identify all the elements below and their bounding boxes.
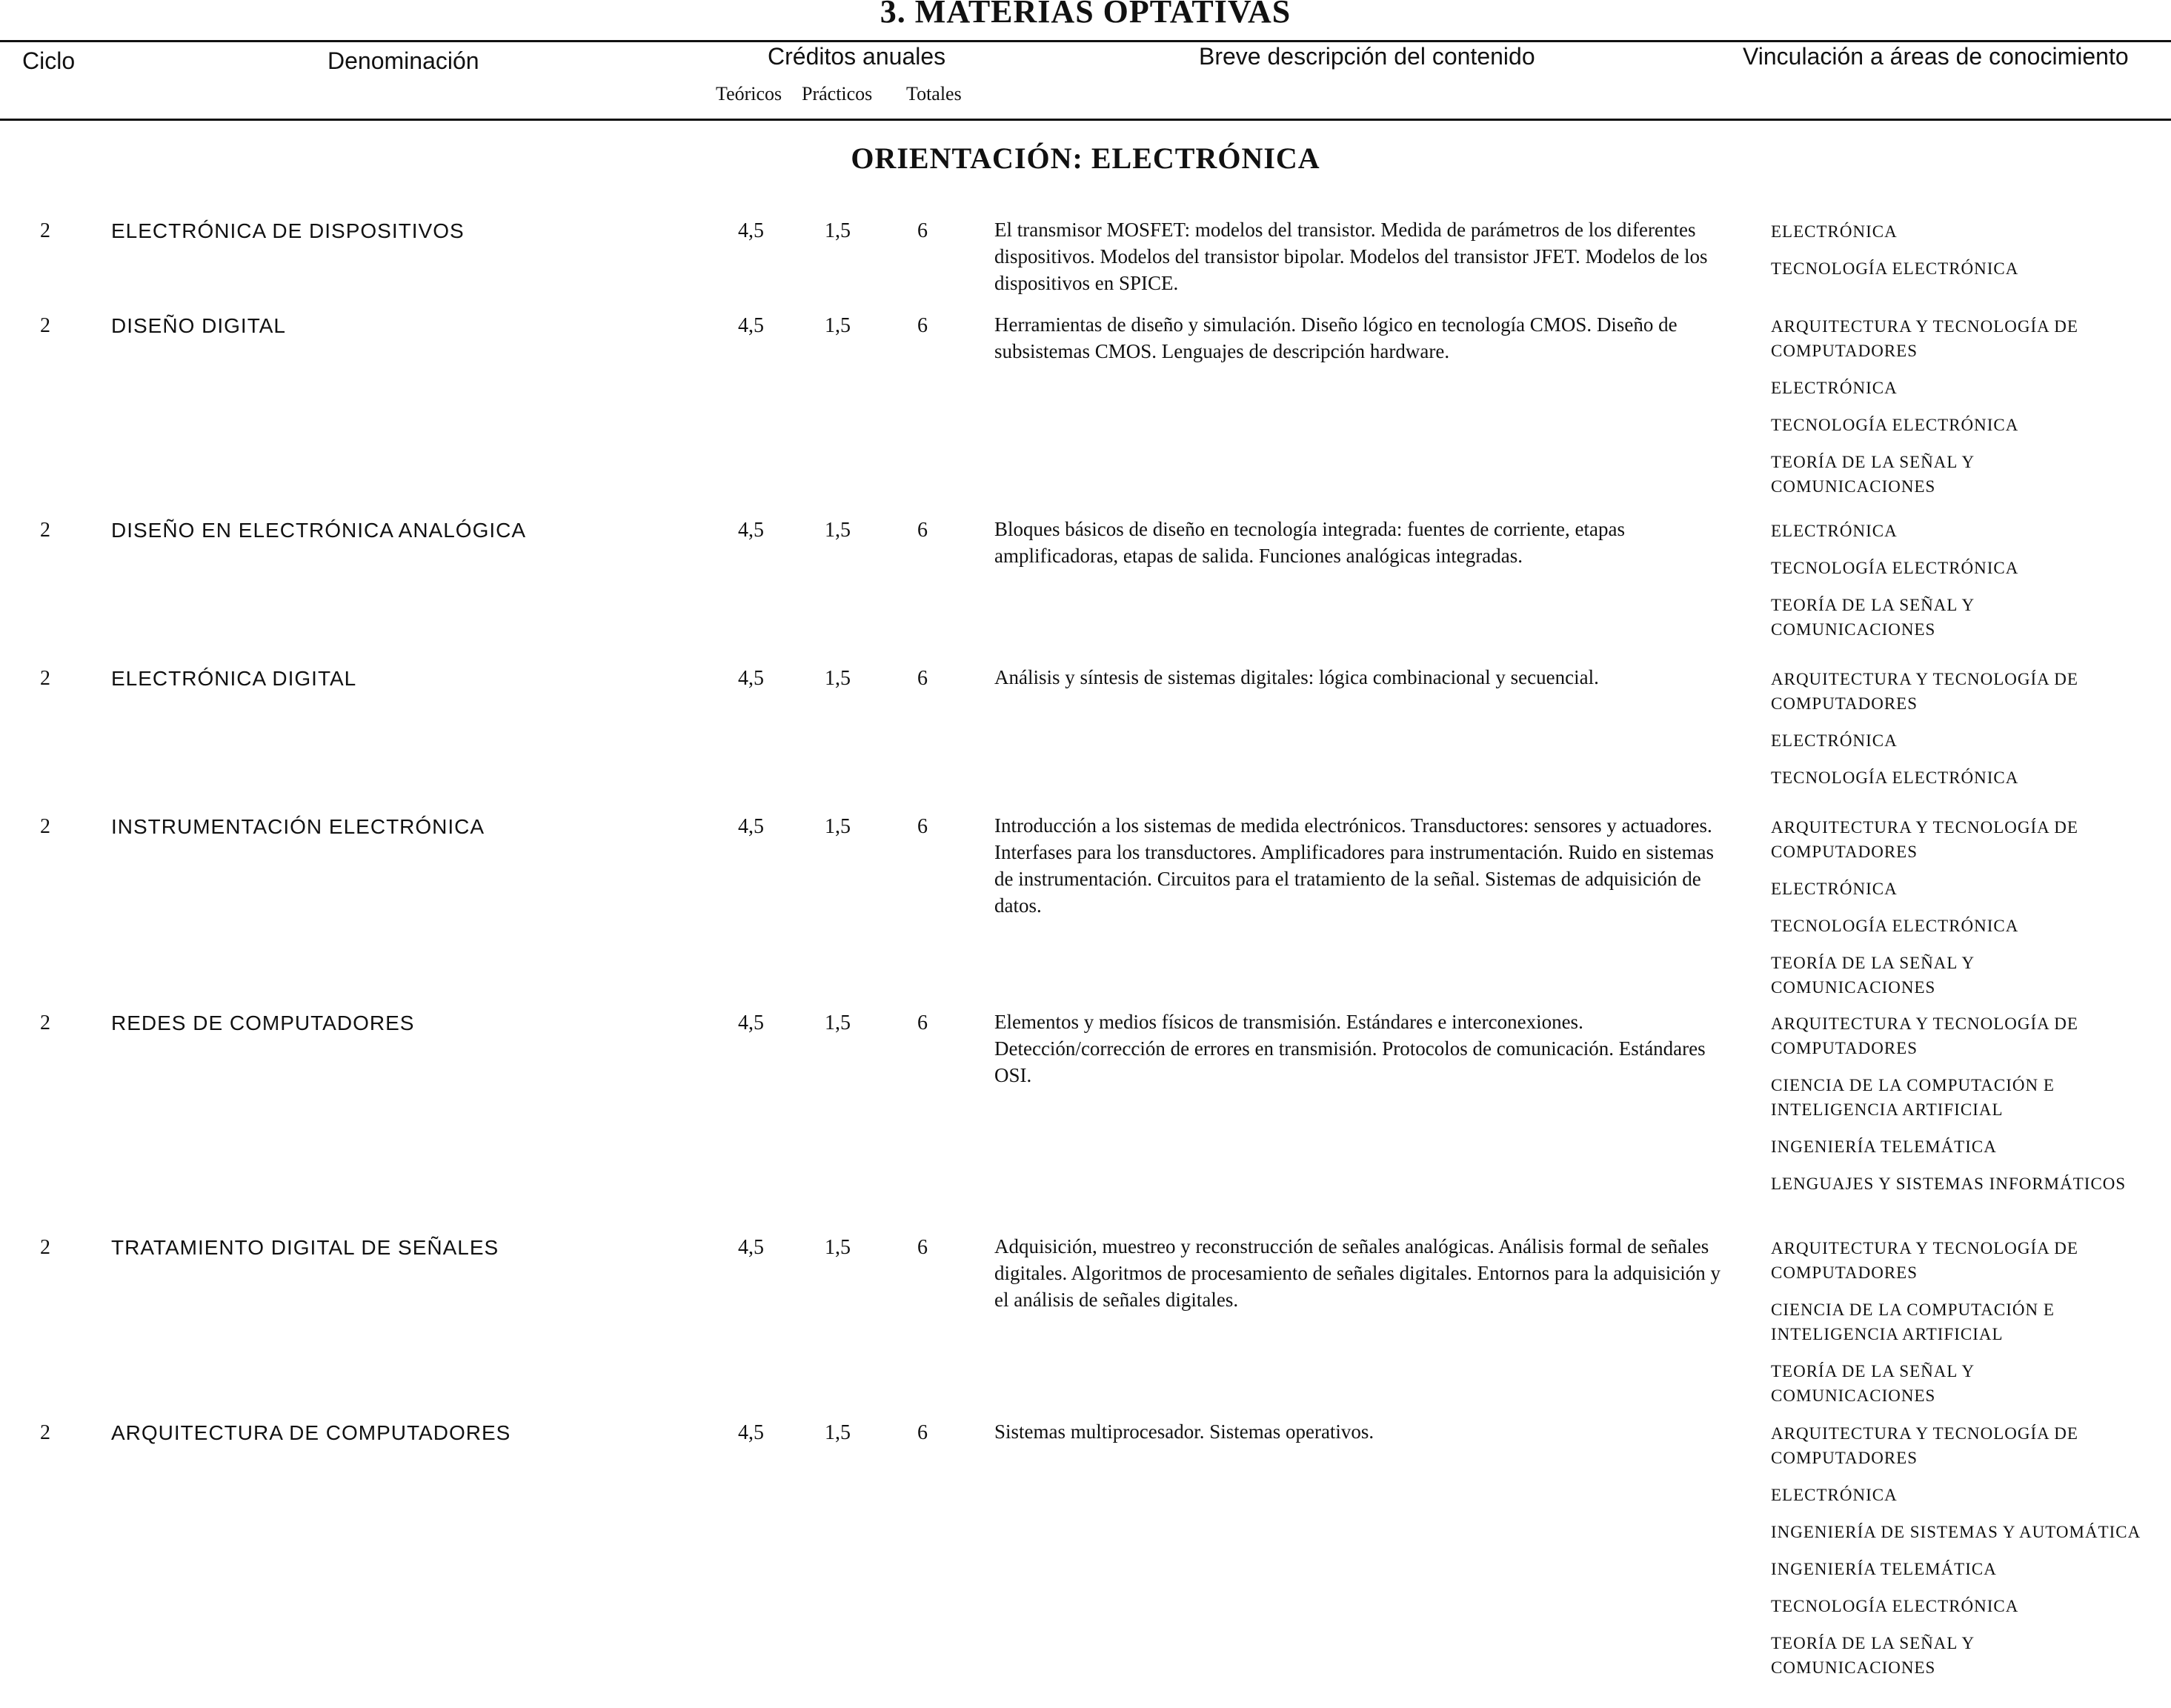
row-ciclo: 2: [40, 667, 50, 690]
row-teoricos: 4,5: [738, 1011, 764, 1034]
row-denominacion: ARQUITECTURA DE COMPUTADORES: [111, 1421, 511, 1444]
area-item: ARQUITECTURA Y TECNOLOGÍA DE COMPUTADORES: [1771, 1014, 2078, 1057]
row-ciclo: 2: [40, 1236, 50, 1259]
area-item: ELECTRÓNICA: [1771, 1486, 1898, 1504]
area-item: TECNOLOGÍA ELECTRÓNICA: [1771, 1597, 2019, 1615]
area-item: ELECTRÓNICA: [1771, 222, 1898, 241]
row-descripcion: Adquisición, muestreo y reconstrucción de señales analógicas. Análisis formal de señales digitales. Algoritmos de procesamiento de señales digitales. Entornos para la adquisición y el análisis de señales digitales.: [994, 1235, 1721, 1311]
page-title: 3. MATERIAS OPTATIVAS: [880, 0, 1291, 30]
header-top-rule: [0, 40, 2171, 42]
row-denominacion: ELECTRÓNICA DE DISPOSITIVOS: [111, 219, 465, 242]
row-teoricos: 4,5: [738, 1236, 764, 1259]
area-item: TEORÍA DE LA SEÑAL Y COMUNICACIONES: [1771, 954, 1975, 997]
row-teoricos: 4,5: [738, 1421, 764, 1444]
area-item: TEORÍA DE LA SEÑAL Y COMUNICACIONES: [1771, 453, 1975, 496]
row-descripcion: El transmisor MOSFET: modelos del transistor. Medida de parámetros de los diferentes dispositivos. Modelos del transistor bipolar. Modelos del transistor JFET. Modelos de los dispositivos en SPICE.: [994, 219, 1708, 294]
row-ciclo: 2: [40, 219, 50, 242]
area-item: ARQUITECTURA Y TECNOLOGÍA DE COMPUTADORES: [1771, 1239, 2078, 1282]
row-practicos: 1,5: [825, 519, 851, 542]
area-item: LENGUAJES Y SISTEMAS INFORMÁTICOS: [1771, 1174, 2127, 1193]
area-item: ELECTRÓNICA: [1771, 880, 1898, 898]
row-denominacion: TRATAMIENTO DIGITAL DE SEÑALES: [111, 1236, 499, 1259]
row-teoricos: 4,5: [738, 219, 764, 242]
row-practicos: 1,5: [825, 219, 851, 242]
row-denominacion: DISEÑO EN ELECTRÓNICA ANALÓGICA: [111, 519, 527, 542]
row-descripcion: Elementos y medios físicos de transmisión. Estándares e interconexiones. Detección/corrección de errores en transmisión. Protocolos de comunicación. Estándares OSI.: [994, 1011, 1706, 1086]
row-descripcion: Bloques básicos de diseño en tecnología integrada: fuentes de corriente, etapas amplificadoras, etapas de salida. Funciones analógicas integradas.: [994, 518, 1625, 567]
header-practicos: Prácticos: [802, 83, 873, 104]
header-vinculacion: Vinculación a áreas de conocimiento: [1743, 43, 2129, 70]
header-totales: Totales: [906, 83, 962, 104]
area-item: ARQUITECTURA Y TECNOLOGÍA DE COMPUTADORES: [1771, 670, 2078, 713]
row-denominacion: INSTRUMENTACIÓN ELECTRÓNICA: [111, 815, 485, 838]
row-teoricos: 4,5: [738, 314, 764, 337]
area-item: TECNOLOGÍA ELECTRÓNICA: [1771, 416, 2019, 434]
row-practicos: 1,5: [825, 667, 851, 690]
row-teoricos: 4,5: [738, 667, 764, 690]
area-item: ELECTRÓNICA: [1771, 731, 1898, 750]
row-totales: 6: [917, 667, 928, 690]
header-creditos: Créditos anuales: [768, 43, 946, 70]
area-item: INGENIERÍA TELEMÁTICA: [1771, 1137, 1997, 1156]
header-denominacion: Denominación: [328, 47, 479, 74]
row-descripcion: Introducción a los sistemas de medida electrónicos. Transductores: sensores y actuadores. Interfases para los transductores. Amplificadores para instrumentación. Ruido en sistemas de instrumentación. Circuitos para el tratamiento de la señal. Sistemas de adquisición de datos.: [994, 814, 1714, 917]
row-areas-list: [1771, 519, 2141, 654]
row-denominacion: DISEÑO DIGITAL: [111, 314, 286, 337]
row-descripcion: Herramientas de diseño y simulación. Diseño lógico en tecnología CMOS. Diseño de subsistemas CMOS. Lenguajes de descripción hardware.: [994, 313, 1678, 362]
row-teoricos: 4,5: [738, 519, 764, 542]
row-areas-list: [1771, 667, 2141, 803]
area-item: TECNOLOGÍA ELECTRÓNICA: [1771, 917, 2019, 935]
area-item: TECNOLOGÍA ELECTRÓNICA: [1771, 768, 2019, 787]
row-areas-list: [1771, 1421, 2141, 1692]
row-areas-list: [1771, 815, 2141, 1012]
area-item: ARQUITECTURA Y TECNOLOGÍA DE COMPUTADORES: [1771, 317, 2078, 360]
row-totales: 6: [917, 815, 928, 838]
area-item: ELECTRÓNICA: [1771, 379, 1898, 397]
row-practicos: 1,5: [825, 1011, 851, 1034]
row-denominacion: REDES DE COMPUTADORES: [111, 1011, 415, 1034]
row-practicos: 1,5: [825, 1236, 851, 1259]
row-ciclo: 2: [40, 314, 50, 337]
section-title: ORIENTACIÓN: ELECTRÓNICA: [851, 142, 1320, 175]
row-practicos: 1,5: [825, 1421, 851, 1444]
row-totales: 6: [917, 519, 928, 542]
row-areas-list: [1771, 219, 2141, 293]
header-ciclo: Ciclo: [22, 47, 76, 74]
area-item: TEORÍA DE LA SEÑAL Y COMUNICACIONES: [1771, 1362, 1975, 1405]
row-totales: 6: [917, 1011, 928, 1034]
area-item: INGENIERÍA DE SISTEMAS Y AUTOMÁTICA: [1771, 1523, 2141, 1541]
row-denominacion: ELECTRÓNICA DIGITAL: [111, 667, 357, 690]
header-teoricos: Teóricos: [716, 83, 782, 104]
area-item: ARQUITECTURA Y TECNOLOGÍA DE COMPUTADORES: [1771, 818, 2078, 861]
row-teoricos: 4,5: [738, 815, 764, 838]
row-descripcion: Análisis y síntesis de sistemas digitales: lógica combinacional y secuencial.: [994, 666, 1599, 688]
area-item: INGENIERÍA TELEMÁTICA: [1771, 1560, 1997, 1578]
row-ciclo: 2: [40, 1421, 50, 1444]
row-areas-list: [1771, 314, 2141, 511]
row-ciclo: 2: [40, 1011, 50, 1034]
row-practicos: 1,5: [825, 815, 851, 838]
row-areas-list: [1771, 1011, 2141, 1209]
row-ciclo: 2: [40, 815, 50, 838]
row-totales: 6: [917, 314, 928, 337]
area-item: TEORÍA DE LA SEÑAL Y COMUNICACIONES: [1771, 596, 1975, 639]
row-practicos: 1,5: [825, 314, 851, 337]
area-item: TECNOLOGÍA ELECTRÓNICA: [1771, 559, 2019, 577]
area-item: CIENCIA DE LA COMPUTACIÓN E INTELIGENCIA ARTIFICIAL: [1771, 1300, 2055, 1343]
row-areas-list: [1771, 1236, 2141, 1420]
header-bottom-rule: [0, 119, 2171, 121]
row-totales: 6: [917, 1421, 928, 1444]
row-descripcion: Sistemas multiprocesador. Sistemas operativos.: [994, 1420, 1374, 1443]
area-item: ELECTRÓNICA: [1771, 522, 1898, 540]
area-item: ARQUITECTURA Y TECNOLOGÍA DE COMPUTADORES: [1771, 1424, 2078, 1467]
area-item: CIENCIA DE LA COMPUTACIÓN E INTELIGENCIA ARTIFICIAL: [1771, 1076, 2055, 1119]
area-item: TECNOLOGÍA ELECTRÓNICA: [1771, 259, 2019, 278]
row-ciclo: 2: [40, 519, 50, 542]
row-totales: 6: [917, 1236, 928, 1259]
row-totales: 6: [917, 219, 928, 242]
header-descripcion: Breve descripción del contenido: [1199, 43, 1535, 70]
area-item: TEORÍA DE LA SEÑAL Y COMUNICACIONES: [1771, 1634, 1975, 1677]
